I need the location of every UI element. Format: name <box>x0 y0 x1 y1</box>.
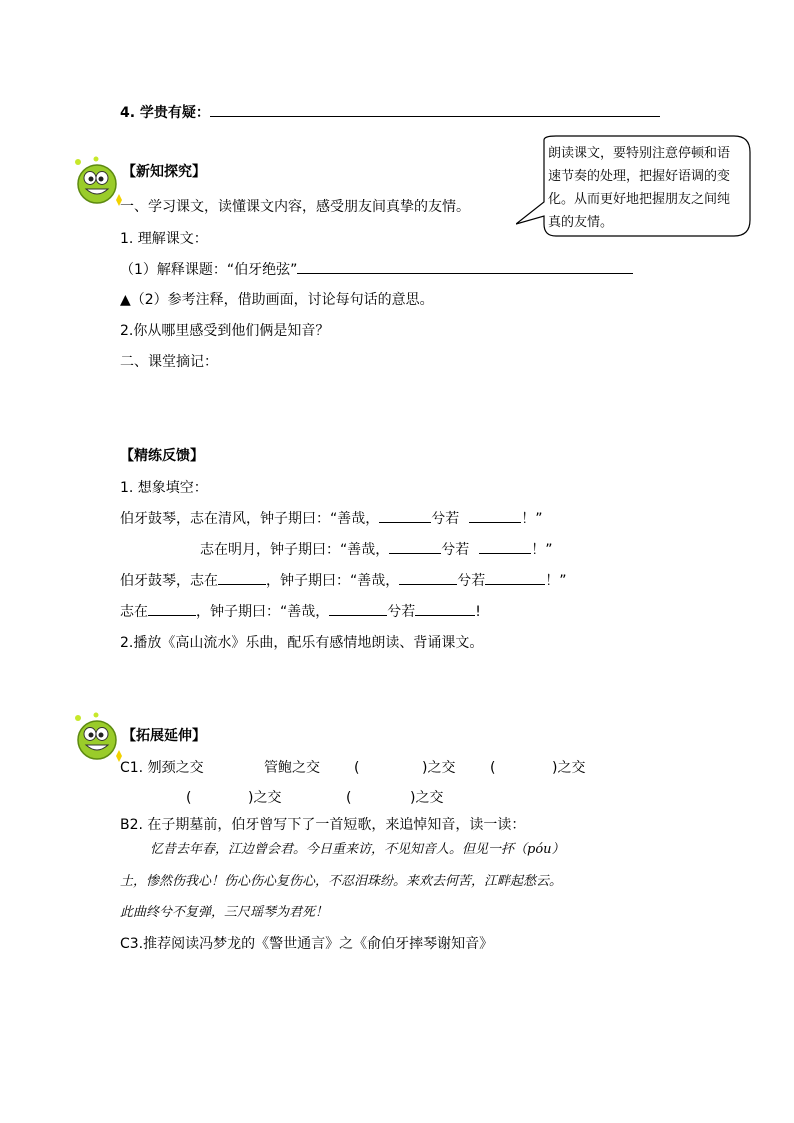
section1-line-6: 二、课堂摘记： <box>120 354 218 370</box>
answer-blank <box>218 570 266 585</box>
answer-blank <box>210 102 660 117</box>
c1-row-1: C1. 刎颈之交 管鲍之交 ( )之交 ( )之交 <box>120 760 586 776</box>
answer-blank <box>329 601 387 616</box>
poem-line-3: 此曲终兮不复弹，三尺瑶琴为君死！ <box>120 905 329 920</box>
answer-blank <box>297 259 633 274</box>
answer-blank <box>415 601 475 616</box>
question-4-label: 4. 学贵有疑： <box>120 105 210 121</box>
b2-line: B2. 在子期墓前，伯牙曾写下了一首短歌，来追悼知音，读一读： <box>120 817 526 833</box>
smiley-mascot-icon <box>70 712 126 768</box>
answer-blank <box>399 570 457 585</box>
section2-line-6: 2.播放《高山流水》乐曲，配乐有感情地朗读、背诵课文。 <box>120 635 484 651</box>
section1-line-5: 2.你从哪里感受到他们俩是知音？ <box>120 323 330 339</box>
question-4 <box>120 102 660 123</box>
explain-title-label: （1）解释课题：“伯牙绝弦” <box>120 262 298 278</box>
poem-line-2: 土，惨然伤我心！伤心伤心复伤心，不忍泪珠纷。来欢去何苦，江畔起愁云。 <box>120 874 563 889</box>
section-title-xinzhi: 【新知探究】 <box>122 164 206 180</box>
section1-line-3 <box>120 259 633 280</box>
fill-row-1: 伯牙鼓琴，志在清风，钟子期曰：“善哉， 兮若 ！” <box>120 508 543 529</box>
answer-blank <box>379 508 431 523</box>
section1-line-1: 一、学习课文，读懂课文内容，感受朋友间真挚的友情。 <box>120 199 470 215</box>
section-title-jinglian: 【精练反馈】 <box>120 448 204 464</box>
fill-row-2: 志在明月，钟子期曰：“善哉， 兮若 ！” <box>200 539 553 560</box>
smiley-mascot-icon <box>70 156 126 212</box>
answer-blank <box>469 508 521 523</box>
bubble-text: 朗读课文，要特别注意停顿和语速节奏的处理，把握好语调的变化。从而更好地把握朋友之间纯真的友情。 <box>548 146 731 230</box>
answer-blank <box>148 601 196 616</box>
section1-line-2: 1. 理解课文： <box>120 231 208 247</box>
answer-blank <box>389 539 441 554</box>
section2-line-1: 1. 想象填空： <box>120 480 208 496</box>
c3-line: C3.推荐阅读冯梦龙的《警世通言》之《俞伯牙摔琴谢知音》 <box>120 936 494 952</box>
answer-blank <box>485 570 545 585</box>
poem-line-1: 忆昔去年春，江边曾会君。今日重来访，不见知音人。但见一抔（póu） <box>150 842 565 857</box>
fill-row-4: 志在 ，钟子期曰：“善哉， 兮若 ! <box>120 601 481 622</box>
section1-line-4: ▲（2）参考注释，借助画面，讨论每句话的意思。 <box>120 292 434 308</box>
answer-blank <box>479 539 531 554</box>
section-title-tuozhan: 【拓展延伸】 <box>122 728 206 744</box>
fill-row-3: 伯牙鼓琴，志在 ，钟子期曰：“善哉， 兮若 ！” <box>120 570 567 591</box>
